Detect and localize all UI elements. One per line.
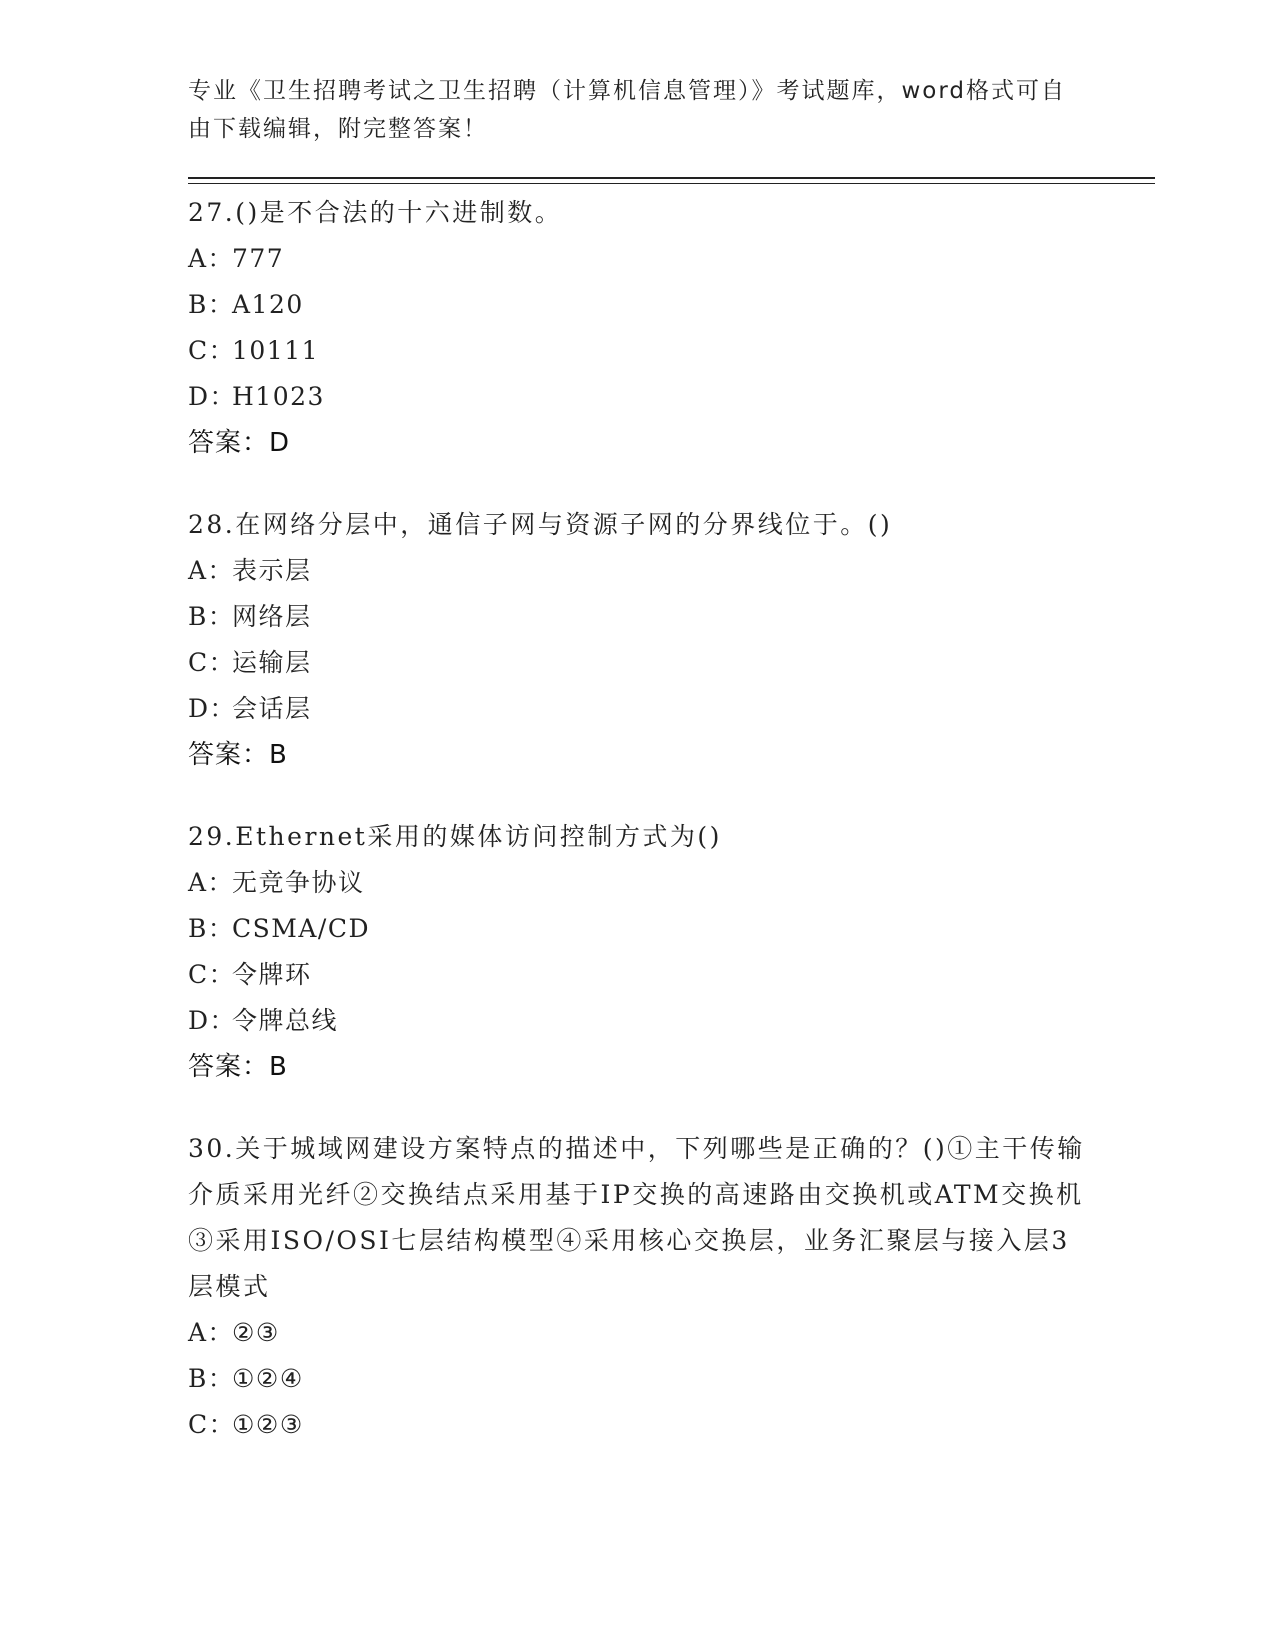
answer-line: 答案：D [188, 428, 291, 458]
option-label: B： [188, 914, 235, 943]
question-text: 27.()是不合法的十六进制数。 [188, 198, 563, 227]
question-30 [188, 1126, 1088, 1448]
header-rule-thin [188, 183, 1155, 184]
option-label: C： [188, 960, 236, 989]
option-label: D： [188, 382, 237, 411]
option-text: CSMA/CD [232, 914, 371, 943]
option-b [188, 282, 1088, 328]
option-a [188, 1310, 1088, 1356]
option-label: D： [188, 694, 237, 723]
option-label: C： [188, 1410, 236, 1439]
option-label: C： [188, 648, 236, 677]
option-text: 运输层 [232, 648, 312, 677]
option-c [188, 952, 1088, 998]
option-c [188, 1402, 1088, 1448]
option-label: A： [188, 556, 235, 585]
option-label: B： [188, 602, 235, 631]
option-d [188, 998, 1088, 1044]
option-text: 令牌环 [232, 960, 312, 989]
answer-line: 答案：B [188, 1052, 288, 1082]
option-text: ②③ [232, 1318, 280, 1347]
option-a [188, 548, 1088, 594]
question-list [188, 190, 1088, 1484]
option-c [188, 640, 1088, 686]
question-28 [188, 502, 1088, 778]
option-d [188, 374, 1088, 420]
question-text: 29.Ethernet采用的媒体访问控制方式为() [188, 822, 722, 851]
option-text: 10111 [232, 336, 320, 365]
option-b [188, 594, 1088, 640]
option-text: 无竞争协议 [232, 868, 365, 897]
question-text: 30.关于城域网建设方案特点的描述中，下列哪些是正确的？()①主干传输介质采用光纤②交换结点采用基于IP交换的高速路由交换机或ATM交换机③采用ISO/OSI七层结构模型④采用核心交换层，业务汇聚层与接入层3层模式 [188, 1134, 1085, 1301]
option-text: H1023 [232, 382, 325, 411]
answer-line: 答案：B [188, 740, 288, 770]
option-text: 令牌总线 [232, 1006, 339, 1035]
header-rule-thick [188, 177, 1155, 179]
option-b [188, 1356, 1088, 1402]
option-a [188, 236, 1088, 282]
option-a [188, 860, 1088, 906]
option-text: 网络层 [232, 602, 312, 631]
option-text: ①②④ [232, 1364, 304, 1393]
option-text: 表示层 [232, 556, 312, 585]
document-header: 专业《卫生招聘考试之卫生招聘（计算机信息管理）》考试题库，word格式可自由下载编辑，附完整答案！ [188, 78, 1067, 142]
option-label: D： [188, 1006, 237, 1035]
option-text: 777 [232, 244, 285, 273]
option-label: B： [188, 1364, 235, 1393]
option-text: A120 [232, 290, 304, 319]
option-b [188, 906, 1088, 952]
option-label: B： [188, 290, 235, 319]
question-text: 28.在网络分层中，通信子网与资源子网的分界线位于。() [188, 510, 893, 539]
option-d [188, 686, 1088, 732]
question-27 [188, 190, 1088, 466]
option-label: A： [188, 1318, 235, 1347]
option-label: C： [188, 336, 236, 365]
option-text: ①②③ [232, 1410, 304, 1439]
option-label: A： [188, 244, 235, 273]
option-c [188, 328, 1088, 374]
option-text: 会话层 [232, 694, 312, 723]
question-29 [188, 814, 1088, 1090]
option-label: A： [188, 868, 235, 897]
